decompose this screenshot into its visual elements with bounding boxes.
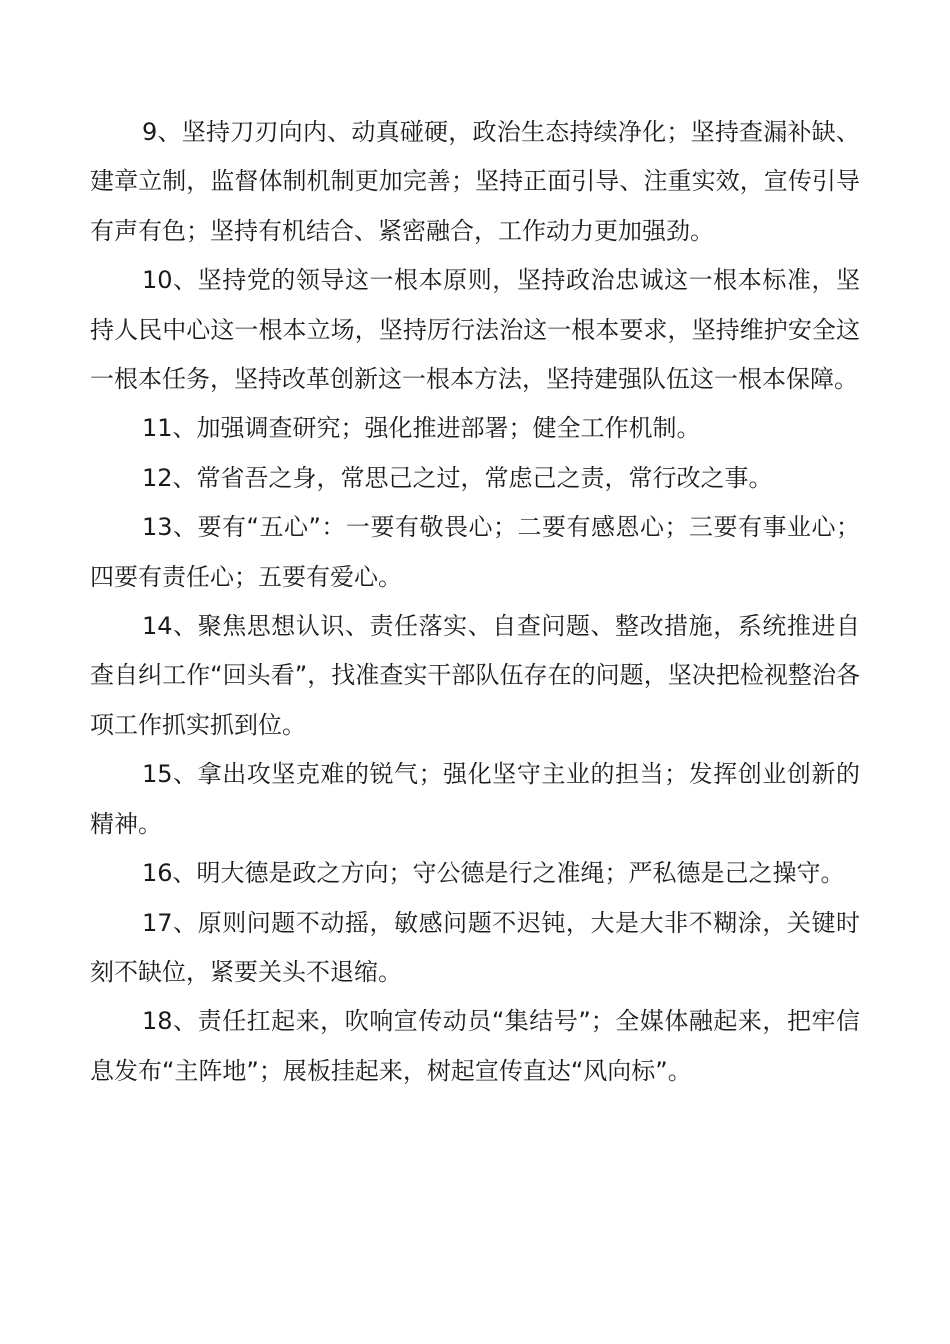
paragraph-9: 9、坚持刀刃向内、动真碰硬，政治生态持续净化；坚持查漏补缺、建章立制，监督体制机制更加完善；坚持正面引导、注重实效，宣传引导有声有色；坚持有机结合、紧密融合，工作动力更加强劲。	[90, 118, 860, 245]
paragraph-12: 12、常省吾之身，常思己之过，常虑己之责，常行改之事。	[142, 463, 773, 492]
paragraph-14: 14、聚焦思想认识、责任落实、自查问题、整改措施，系统推进自查自纠工作“回头看”，找准查实干部队伍存在的问题，坚决把检视整治各项工作抓实抓到位。	[90, 612, 860, 739]
paragraph-17: 17、原则问题不动摇，敏感问题不迟钝，大是大非不糊涂，关键时刻不缺位，紧要关头不退缩。	[90, 908, 860, 986]
paragraph-10: 10、坚持党的领导这一根本原则，坚持政治忠诚这一根本标准，坚持人民中心这一根本立场，坚持厉行法治这一根本要求，坚持维护安全这一根本任务，坚持改革创新这一根本方法，坚持建强队伍这一根本保障。	[90, 266, 860, 394]
paragraph-18: 18、责任扛起来，吹响宣传动员“集结号”；全媒体融起来，把牢信息发布“主阵地”；展板挂起来，树起宣传直达“风向标”。	[90, 1007, 860, 1085]
paragraph-15: 15、拿出攻坚克难的锐气；强化坚守主业的担当；发挥创业创新的精神。	[90, 760, 860, 838]
paragraph-13: 13、要有“五心”：一要有敬畏心；二要有感恩心；三要有事业心；四要有责任心；五要有爱心。	[90, 513, 860, 591]
paragraph-16: 16、明大德是政之方向；守公德是行之准绳；严私德是己之操守。	[142, 859, 845, 888]
paragraph-11: 11、加强调查研究；强化推进部署；健全工作机制。	[142, 414, 701, 443]
document-body	[90, 108, 860, 1096]
